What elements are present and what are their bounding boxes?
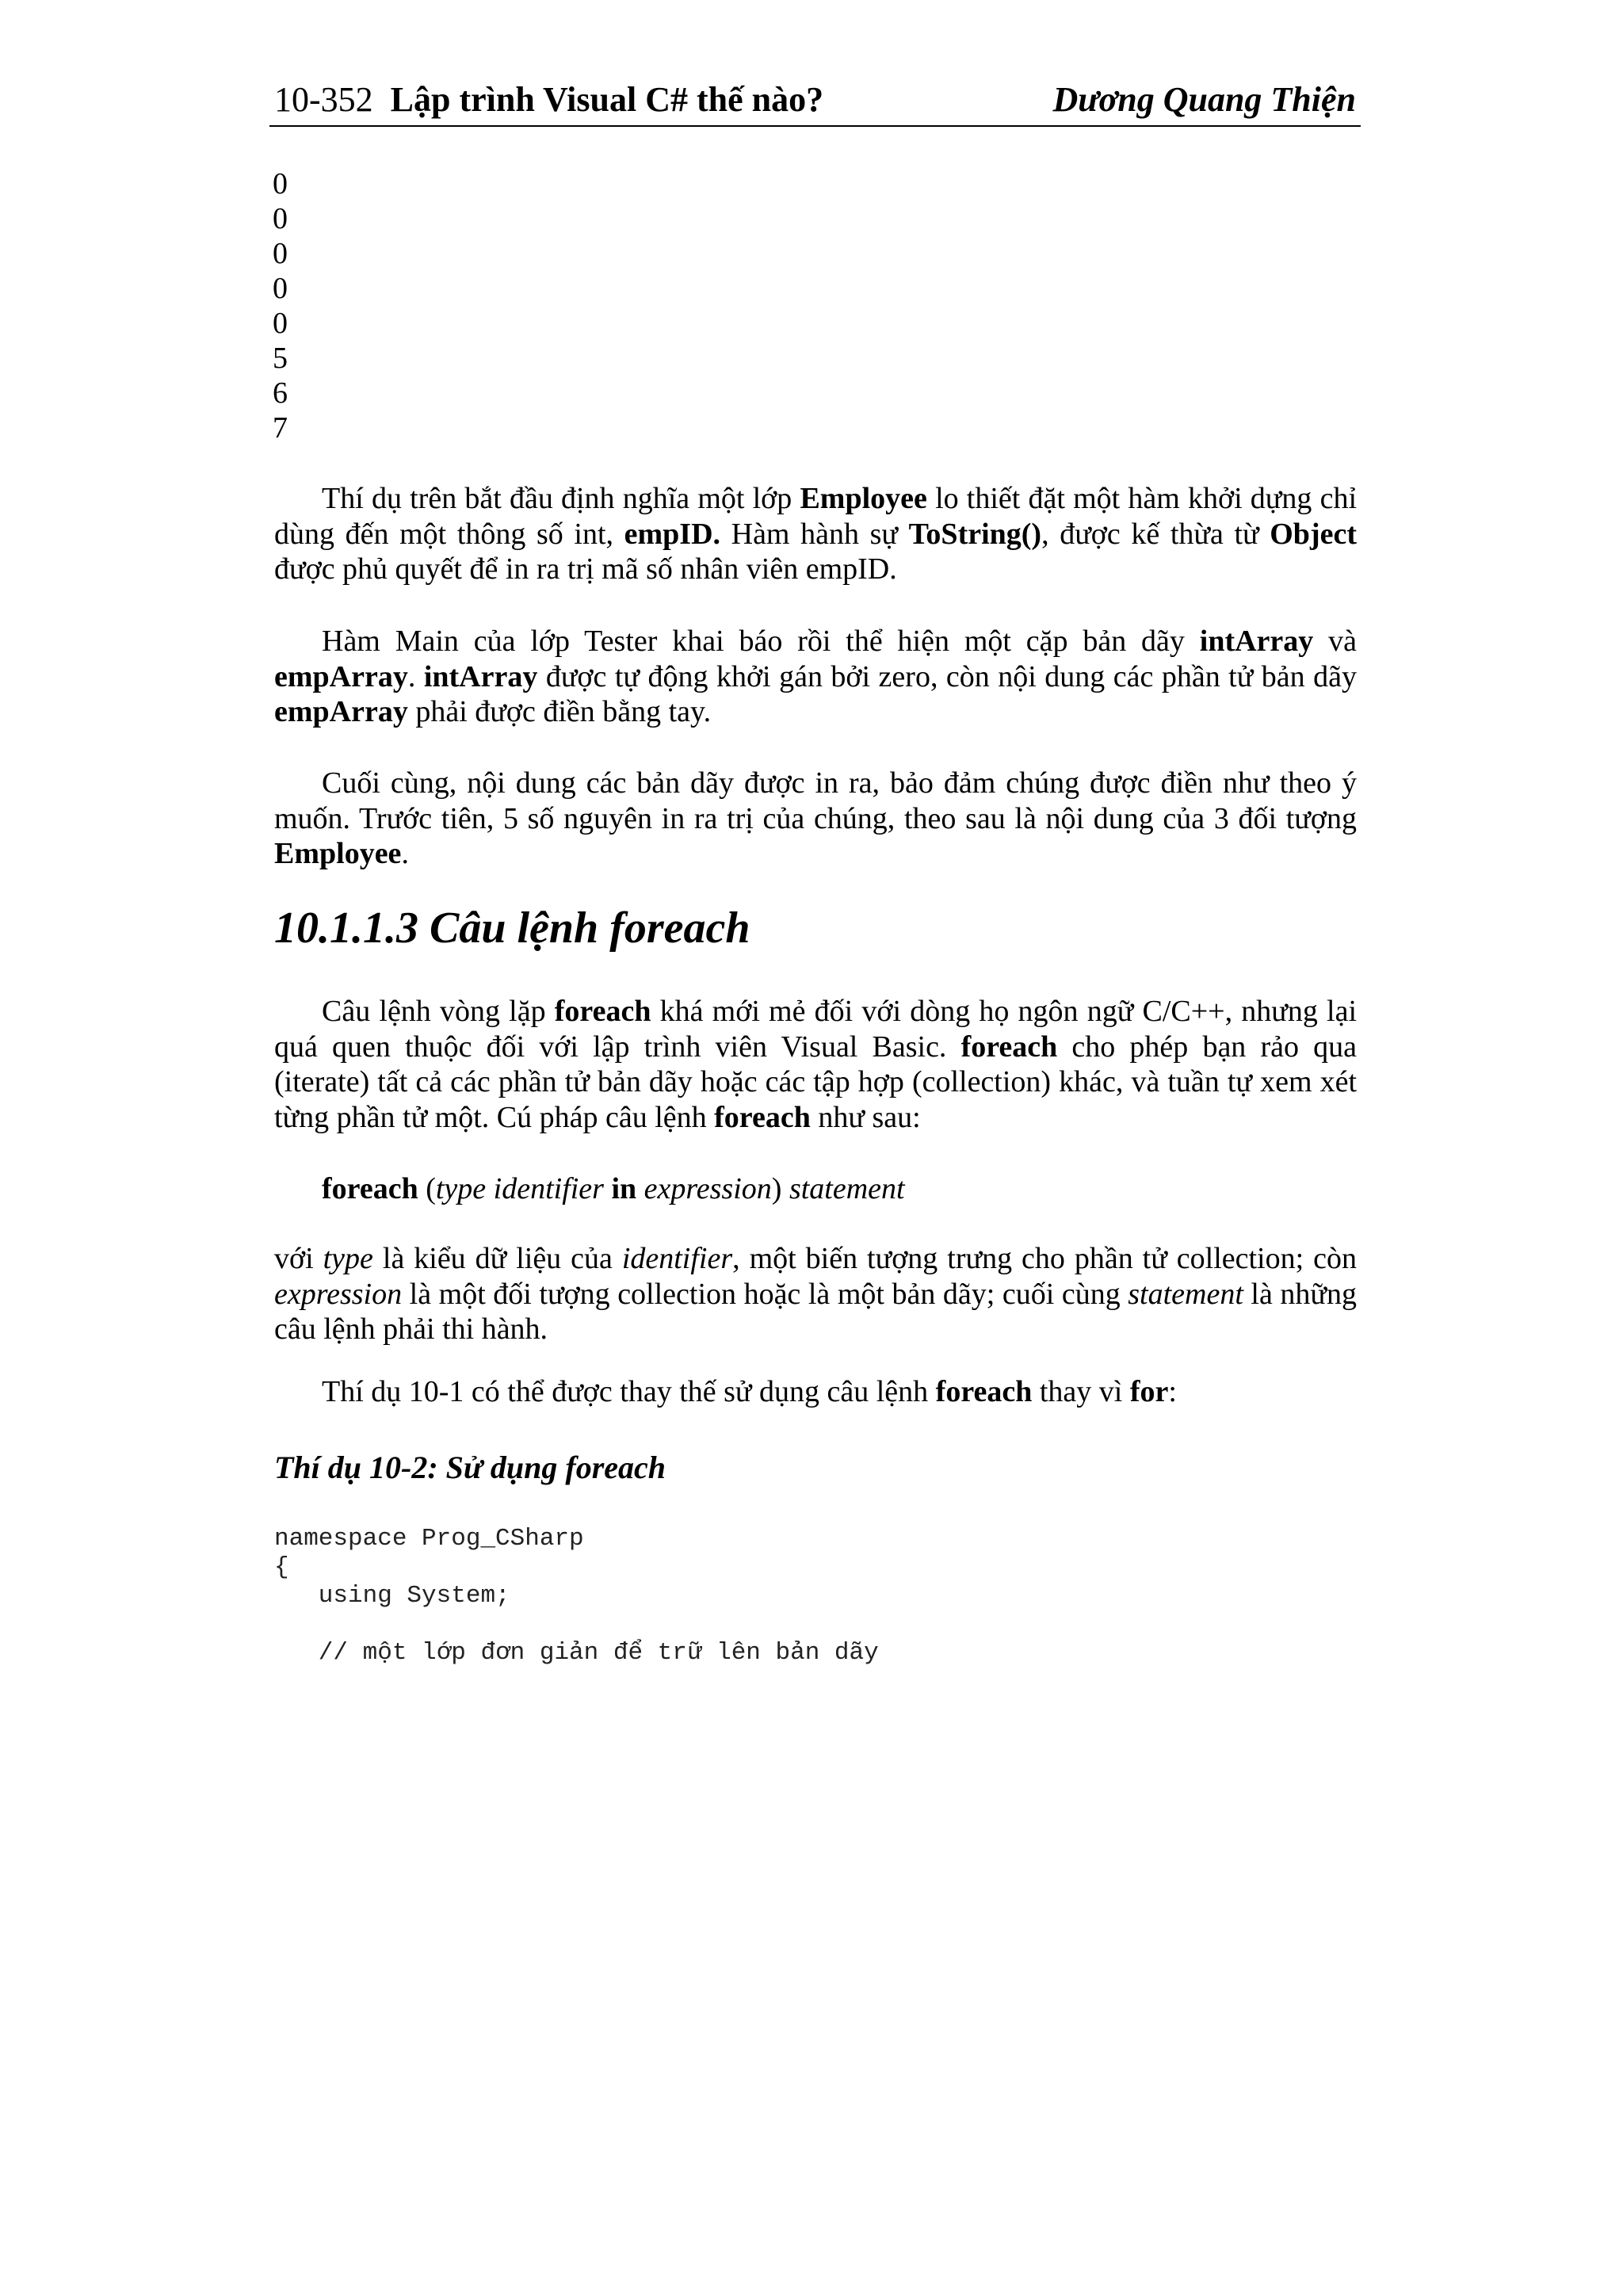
paragraph-employee-class: Thí dụ trên bắt đầu định nghĩa một lớp Employee lo thiết đặt một hàm khởi dựng chỉ dùng đến một thông số int, empID. Hàm hành sự ToString(), được kế thừa từ Object được phủ quyết để in ra trị mã số nhân viên empID. bbox=[274, 482, 1358, 586]
header-rule bbox=[269, 125, 1361, 127]
output-value: 6 bbox=[273, 376, 288, 410]
output-value: 0 bbox=[273, 237, 288, 270]
output-value: 0 bbox=[273, 202, 288, 235]
foreach-syntax: foreach (type identifier in expression) statement bbox=[322, 1172, 905, 1205]
output-value: 5 bbox=[273, 342, 288, 375]
code-line: namespace Prog_CSharp bbox=[274, 1525, 584, 1553]
paragraph-conclusion: Cuối cùng, nội dung các bản dãy được in ra, bảo đảm chúng được điền như theo ý muốn. Trước tiên, 5 số nguyên in ra trị của chúng, theo sau là nội dung của 3 đối tượng Employee. bbox=[274, 766, 1357, 870]
page-header bbox=[269, 76, 1361, 125]
header-left bbox=[274, 76, 823, 124]
paragraph-foreach-intro: Câu lệnh vòng lặp foreach khá mới mẻ đối với dòng họ ngôn ngữ C/C++, nhưng lại quá quen thuộc đối với lập trình viên Visual Basic. foreach cho phép bạn rảo qua (iterate) tất cả các phần tử bản dãy hoặc các tập hợp (collection) khác, và tuần tự xem xét từng phần tử một. Cú pháp câu lệnh foreach như sau: bbox=[274, 995, 1357, 1134]
code-line: // một lớp đơn giản để trữ lên bản dãy bbox=[274, 1639, 879, 1667]
code-line: using System; bbox=[274, 1582, 510, 1610]
output-value: 0 bbox=[273, 272, 288, 305]
output-value: 0 bbox=[273, 307, 288, 340]
output-values bbox=[273, 166, 288, 445]
paragraph-syntax-explanation: với type là kiểu dữ liệu của identifier, một biến tượng trưng cho phần tử collection; còn expression là một đối tượng collection hoặc là một bản dãy; cuối cùng statement là những câu lệnh phải thi hành. bbox=[274, 1242, 1357, 1346]
example-title: Thí dụ 10-2: Sử dụng foreach bbox=[274, 1450, 666, 1485]
author-name: Dương Quang Thiện bbox=[1052, 80, 1356, 119]
code-line: { bbox=[274, 1553, 289, 1581]
output-value: 7 bbox=[273, 411, 288, 445]
book-title: Lập trình Visual C# thế nào? bbox=[390, 80, 824, 119]
paragraph-example-intro: Thí dụ 10-1 có thể được thay thế sử dụng câu lệnh foreach thay vì for: bbox=[322, 1375, 1177, 1408]
section-heading: 10.1.1.3 Câu lệnh foreach bbox=[274, 904, 750, 953]
paragraph-main-method: Hàm Main của lớp Tester khai báo rồi thể hiện một cặp bản dãy intArray và empArray. intArray được tự động khởi gán bởi zero, còn nội dung các phần tử bản dãy empArray phải được điền bằng tay. bbox=[274, 625, 1358, 728]
page-number: 10-352 bbox=[274, 80, 373, 119]
output-value: 0 bbox=[273, 167, 288, 201]
